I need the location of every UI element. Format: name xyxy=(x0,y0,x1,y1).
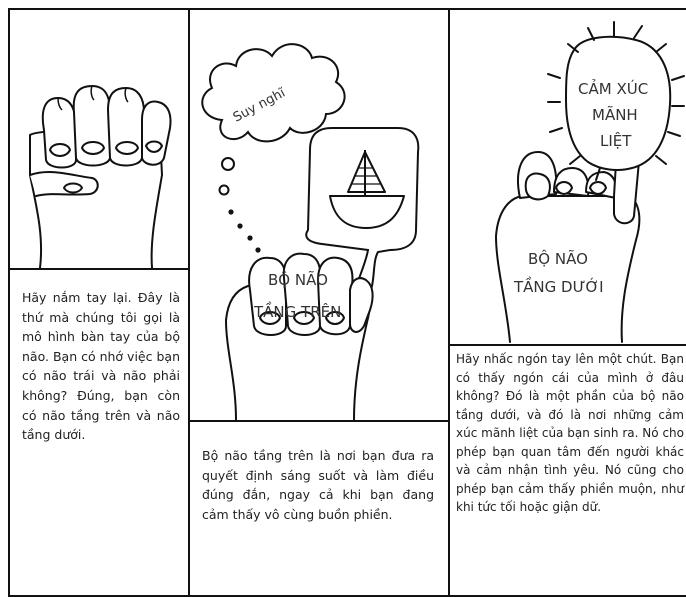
upper-brain-label-2: TẦNG TRÊN xyxy=(254,303,342,321)
lower-brain-label-2: TẦNG DƯỚI xyxy=(514,278,604,296)
right-caption: Hãy nhấc ngón tay lên một chút. Bạn có thấy ngón cái của mình ở đâu không? Đó là một phần của bộ não tầng dưới, và đó là nơi những cảm xúc mãnh liệt của bạn sinh ra. Nó cho phép bạn quan tâm đến người khác và cảm nhận tình yêu. Nó cũng cho phép bạn cảm thấy phiền muộn, như khi tức tối hoặc giận dữ. xyxy=(456,352,684,514)
emotion-label-3: LIỆT xyxy=(600,132,632,150)
emotion-label-1: CẢM XÚC xyxy=(578,80,649,98)
upper-brain-label-1: BỘ NÃO xyxy=(268,271,328,289)
left-caption: Hãy nắm tay lại. Đây là thứ mà chúng tôi gọi là mô hình bàn tay của bộ não. Bạn có nhớ việc bạn có não trái và não phải không? Đúng, bạn còn có não tầng trên và não tầng dưới. xyxy=(22,290,180,443)
emotion-label-2: MÃNH xyxy=(592,106,638,124)
middle-caption: Bộ não tầng trên là nơi bạn đưa ra quyết định sáng suốt và làm điều đúng đắn, ngay cả khi bạn đang cảm thấy vô cùng buồn phiền. xyxy=(202,448,434,522)
thought-label: Suy nghĩ xyxy=(230,85,288,126)
lower-brain-label-1: BỘ NÃO xyxy=(528,250,588,268)
